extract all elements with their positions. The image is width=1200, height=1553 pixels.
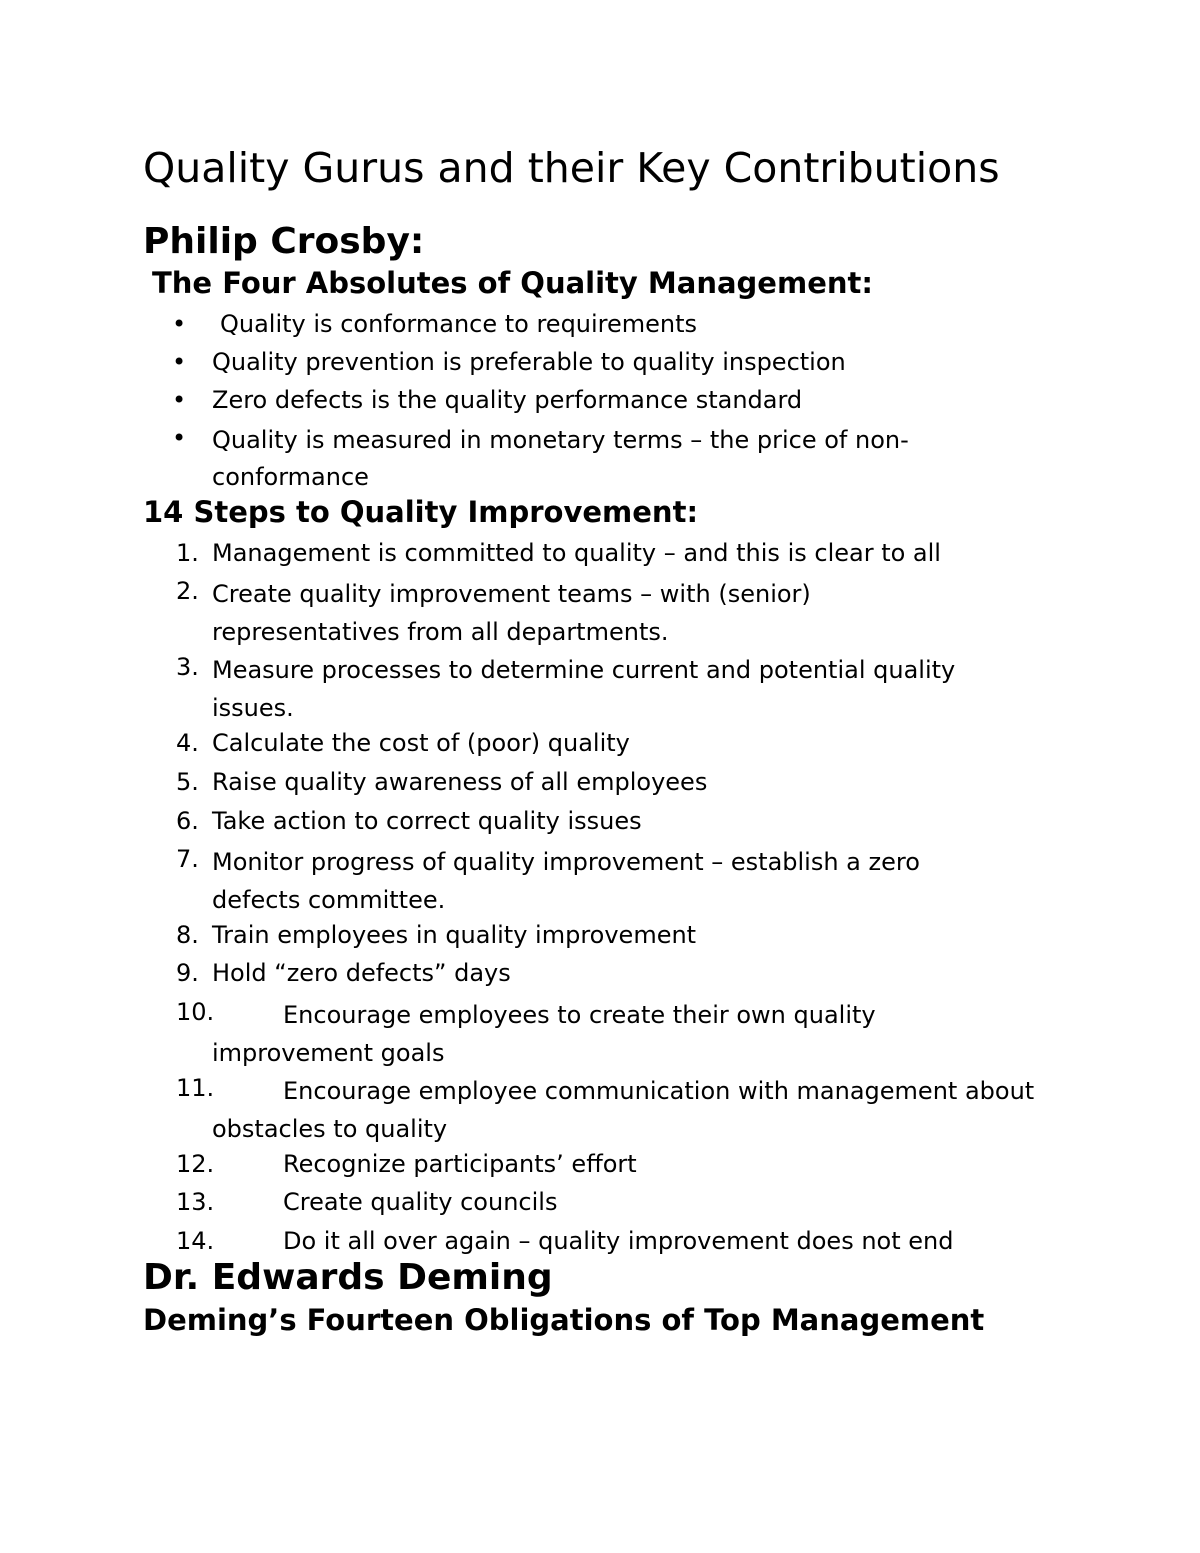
step-number: 7.: [176, 845, 199, 873]
step-number: 1.: [176, 539, 199, 567]
step-number: 14.: [176, 1227, 215, 1255]
step-number: 3.: [176, 653, 199, 681]
step-text: Recognize participants’ effort: [283, 1150, 637, 1178]
step-text: Management is committed to quality – and this is clear to all: [212, 539, 941, 567]
step-number: 6.: [176, 807, 199, 835]
fourteen-steps-heading: 14 Steps to Quality Improvement:: [143, 495, 699, 529]
step-text: Hold “zero defects” days: [212, 959, 511, 987]
bullet-icon: •: [172, 386, 187, 414]
step-number: 9.: [176, 959, 199, 987]
list-item-text: Quality prevention is preferable to quality inspection: [212, 348, 846, 376]
step-text: Measure processes to determine current and potential quality issues.: [212, 656, 956, 722]
step-text: Encourage employees to create their own quality improvement goals: [212, 1001, 876, 1067]
step-number: 8.: [176, 921, 199, 949]
step-text: Calculate the cost of (poor) quality: [212, 729, 630, 757]
step-number: 5.: [176, 768, 199, 796]
bullet-icon: •: [172, 348, 187, 376]
list-item-text: Quality is conformance to requirements: [220, 310, 698, 338]
step-text: Create quality improvement teams – with (senior) representatives from all departments.: [212, 580, 811, 646]
step-text: Encourage employee communication with management about obstacles to quality: [212, 1077, 1035, 1143]
list-item-text: Zero defects is the quality performance standard: [212, 386, 803, 414]
step-number: 13.: [176, 1188, 215, 1216]
list-item-text: Quality is measured in monetary terms – the price of non-conformance: [212, 426, 909, 491]
bullet-icon: •: [172, 310, 187, 338]
deming-heading: Dr. Edwards Deming: [143, 1257, 553, 1298]
bullet-icon: •: [172, 424, 187, 452]
step-number: 11.: [176, 1074, 215, 1102]
step-text: Monitor progress of quality improvement – establish a zero defects committee.: [212, 848, 920, 914]
step-text: Create quality councils: [283, 1188, 558, 1216]
step-number: 2.: [176, 577, 199, 605]
step-number: 12.: [176, 1150, 215, 1178]
step-text: Do it all over again – quality improvement does not end: [283, 1227, 954, 1255]
step-text: Raise quality awareness of all employees: [212, 768, 708, 796]
step-number: 10.: [176, 998, 215, 1026]
step-number: 4.: [176, 729, 199, 757]
deming-obligations-heading: Deming’s Fourteen Obligations of Top Management: [143, 1303, 985, 1337]
document-title: Quality Gurus and their Key Contributions: [143, 144, 1000, 192]
step-text: Take action to correct quality issues: [212, 807, 642, 835]
step-text: Train employees in quality improvement: [212, 921, 697, 949]
four-absolutes-heading: The Four Absolutes of Quality Management:: [152, 266, 873, 300]
crosby-heading: Philip Crosby:: [143, 221, 425, 262]
